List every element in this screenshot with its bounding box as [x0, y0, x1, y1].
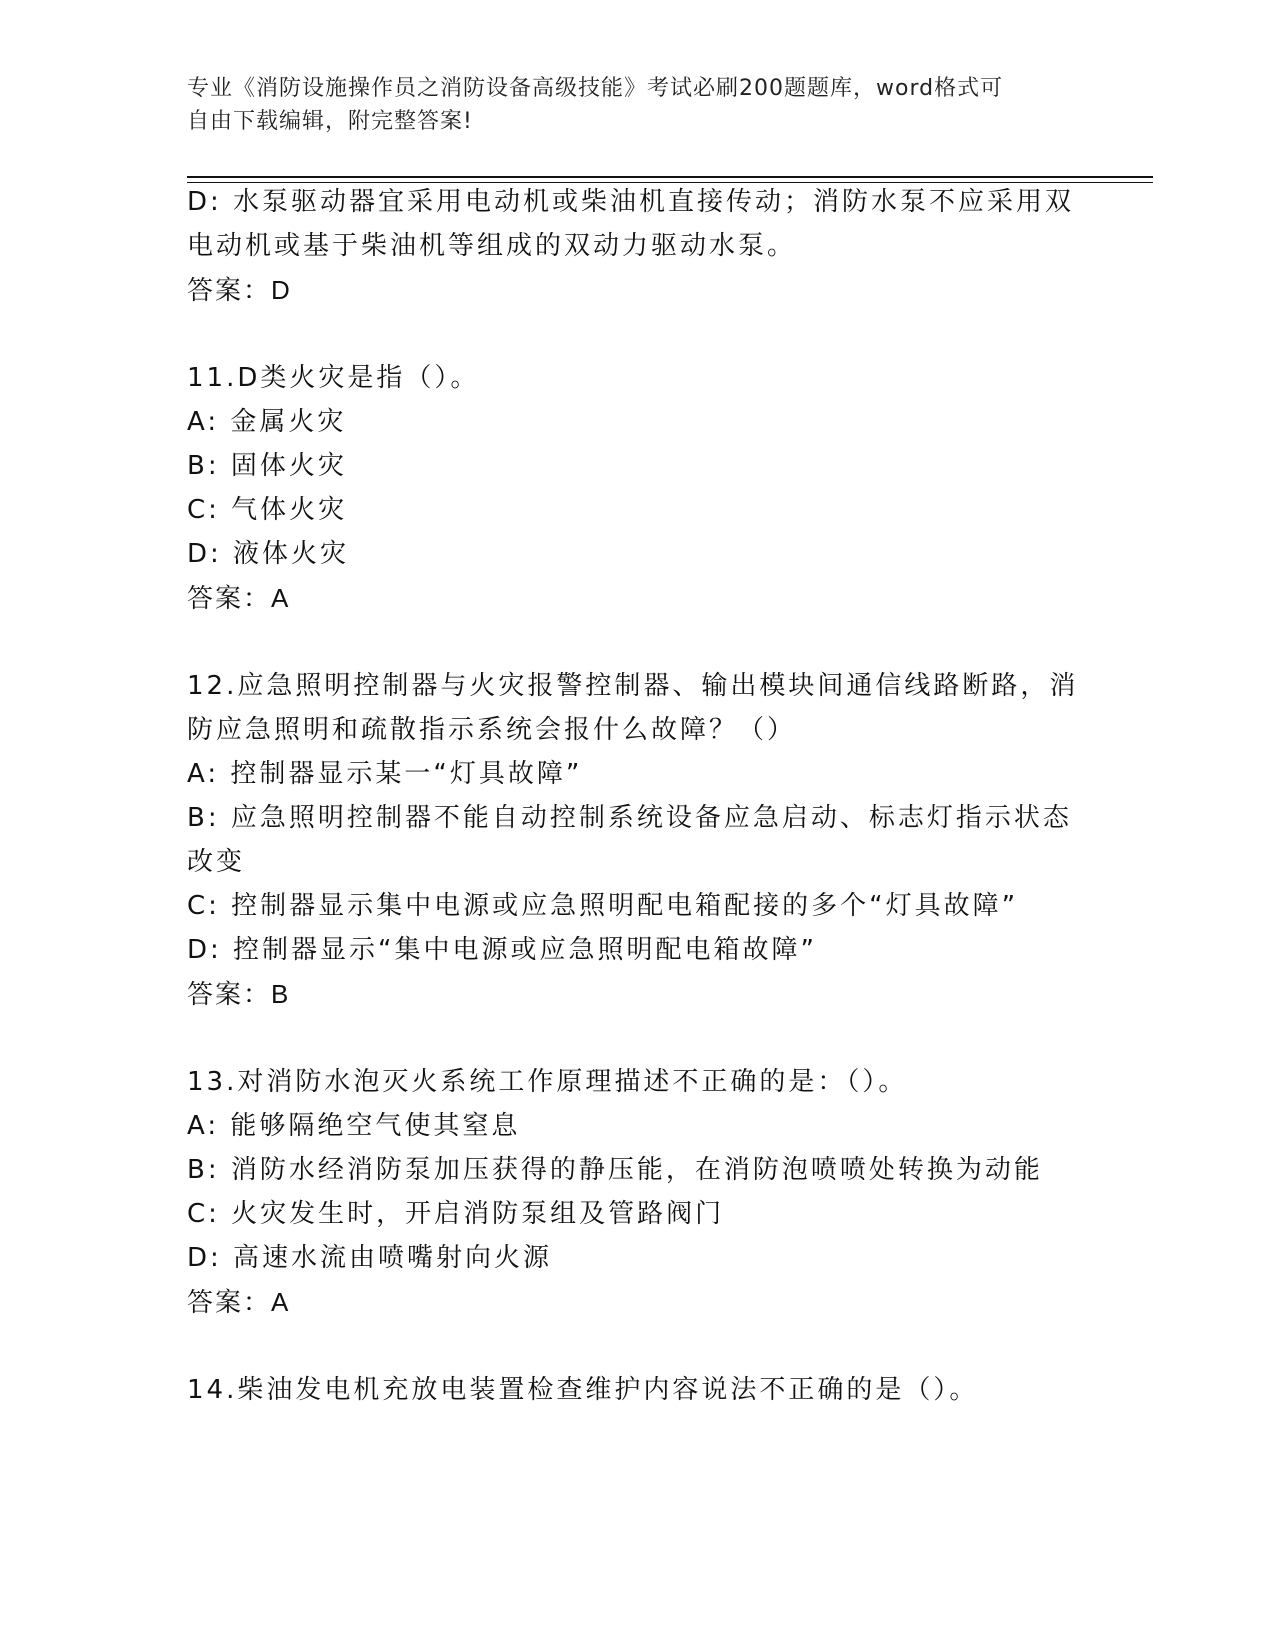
q12-stem-line-2: 防应急照明和疏散指示系统会报什么故障？（）: [187, 715, 797, 745]
q13-option-d: D: 高速水流由喷嘴射向火源: [187, 1243, 553, 1273]
prev-option-d-line-2: 电动机或基于柴油机等组成的双动力驱动水泵。: [187, 231, 797, 261]
q11-option-d: D: 液体火灾: [187, 539, 350, 569]
header-divider-thick: [187, 176, 1153, 178]
q12-option-b-line-2: 改变: [187, 847, 246, 877]
q12-answer: 答案：B: [187, 979, 291, 1009]
prev-option-d-line-1: D: 水泵驱动器宜采用电动机或柴油机直接传动；消防水泵不应采用双: [187, 187, 1075, 217]
q11-option-a: A: 金属火灾: [187, 407, 347, 437]
prev-answer: 答案：D: [187, 275, 292, 305]
q12-option-c: C: 控制器显示集中电源或应急照明配电箱配接的多个“灯具故障”: [187, 891, 1019, 921]
q12-option-d: D: 控制器显示“集中电源或应急照明配电箱故障”: [187, 935, 817, 965]
q13-stem: 13.对消防水泡灭火系统工作原理描述不正确的是：（）。: [187, 1067, 908, 1097]
q14-stem: 14.柴油发电机充放电装置检查维护内容说法不正确的是（）。: [187, 1375, 979, 1405]
q11-stem: 11.D类火灾是指（）。: [187, 363, 480, 393]
header-line-2: 自由下载编辑，附完整答案!: [187, 109, 473, 134]
q11-option-b: B: 固体火灾: [187, 451, 347, 481]
q11-option-c: C: 气体火灾: [187, 495, 348, 525]
header-divider-thin: [187, 182, 1153, 183]
q12-stem-line-1: 12.应急照明控制器与火灾报警控制器、输出模块间通信线路断路，消: [187, 671, 1079, 701]
q12-option-a: A: 控制器显示某一“灯具故障”: [187, 759, 583, 789]
q13-option-c: C: 火灾发生时，开启消防泵组及管路阀门: [187, 1199, 725, 1229]
q11-answer: 答案：A: [187, 583, 291, 613]
q13-answer: 答案：A: [187, 1287, 291, 1317]
q12-option-b-line-1: B: 应急照明控制器不能自动控制系统设备应急启动、标志灯指示状态: [187, 803, 1072, 833]
header-line-1: 专业《消防设施操作员之消防设备高级技能》考试必刷200题题库，word格式可: [187, 76, 1004, 101]
q13-option-a: A: 能够隔绝空气使其窒息: [187, 1111, 521, 1141]
q13-option-b: B: 消防水经消防泵加压获得的静压能，在消防泡喷喷处转换为动能: [187, 1155, 1043, 1185]
document-header: [187, 72, 1067, 138]
